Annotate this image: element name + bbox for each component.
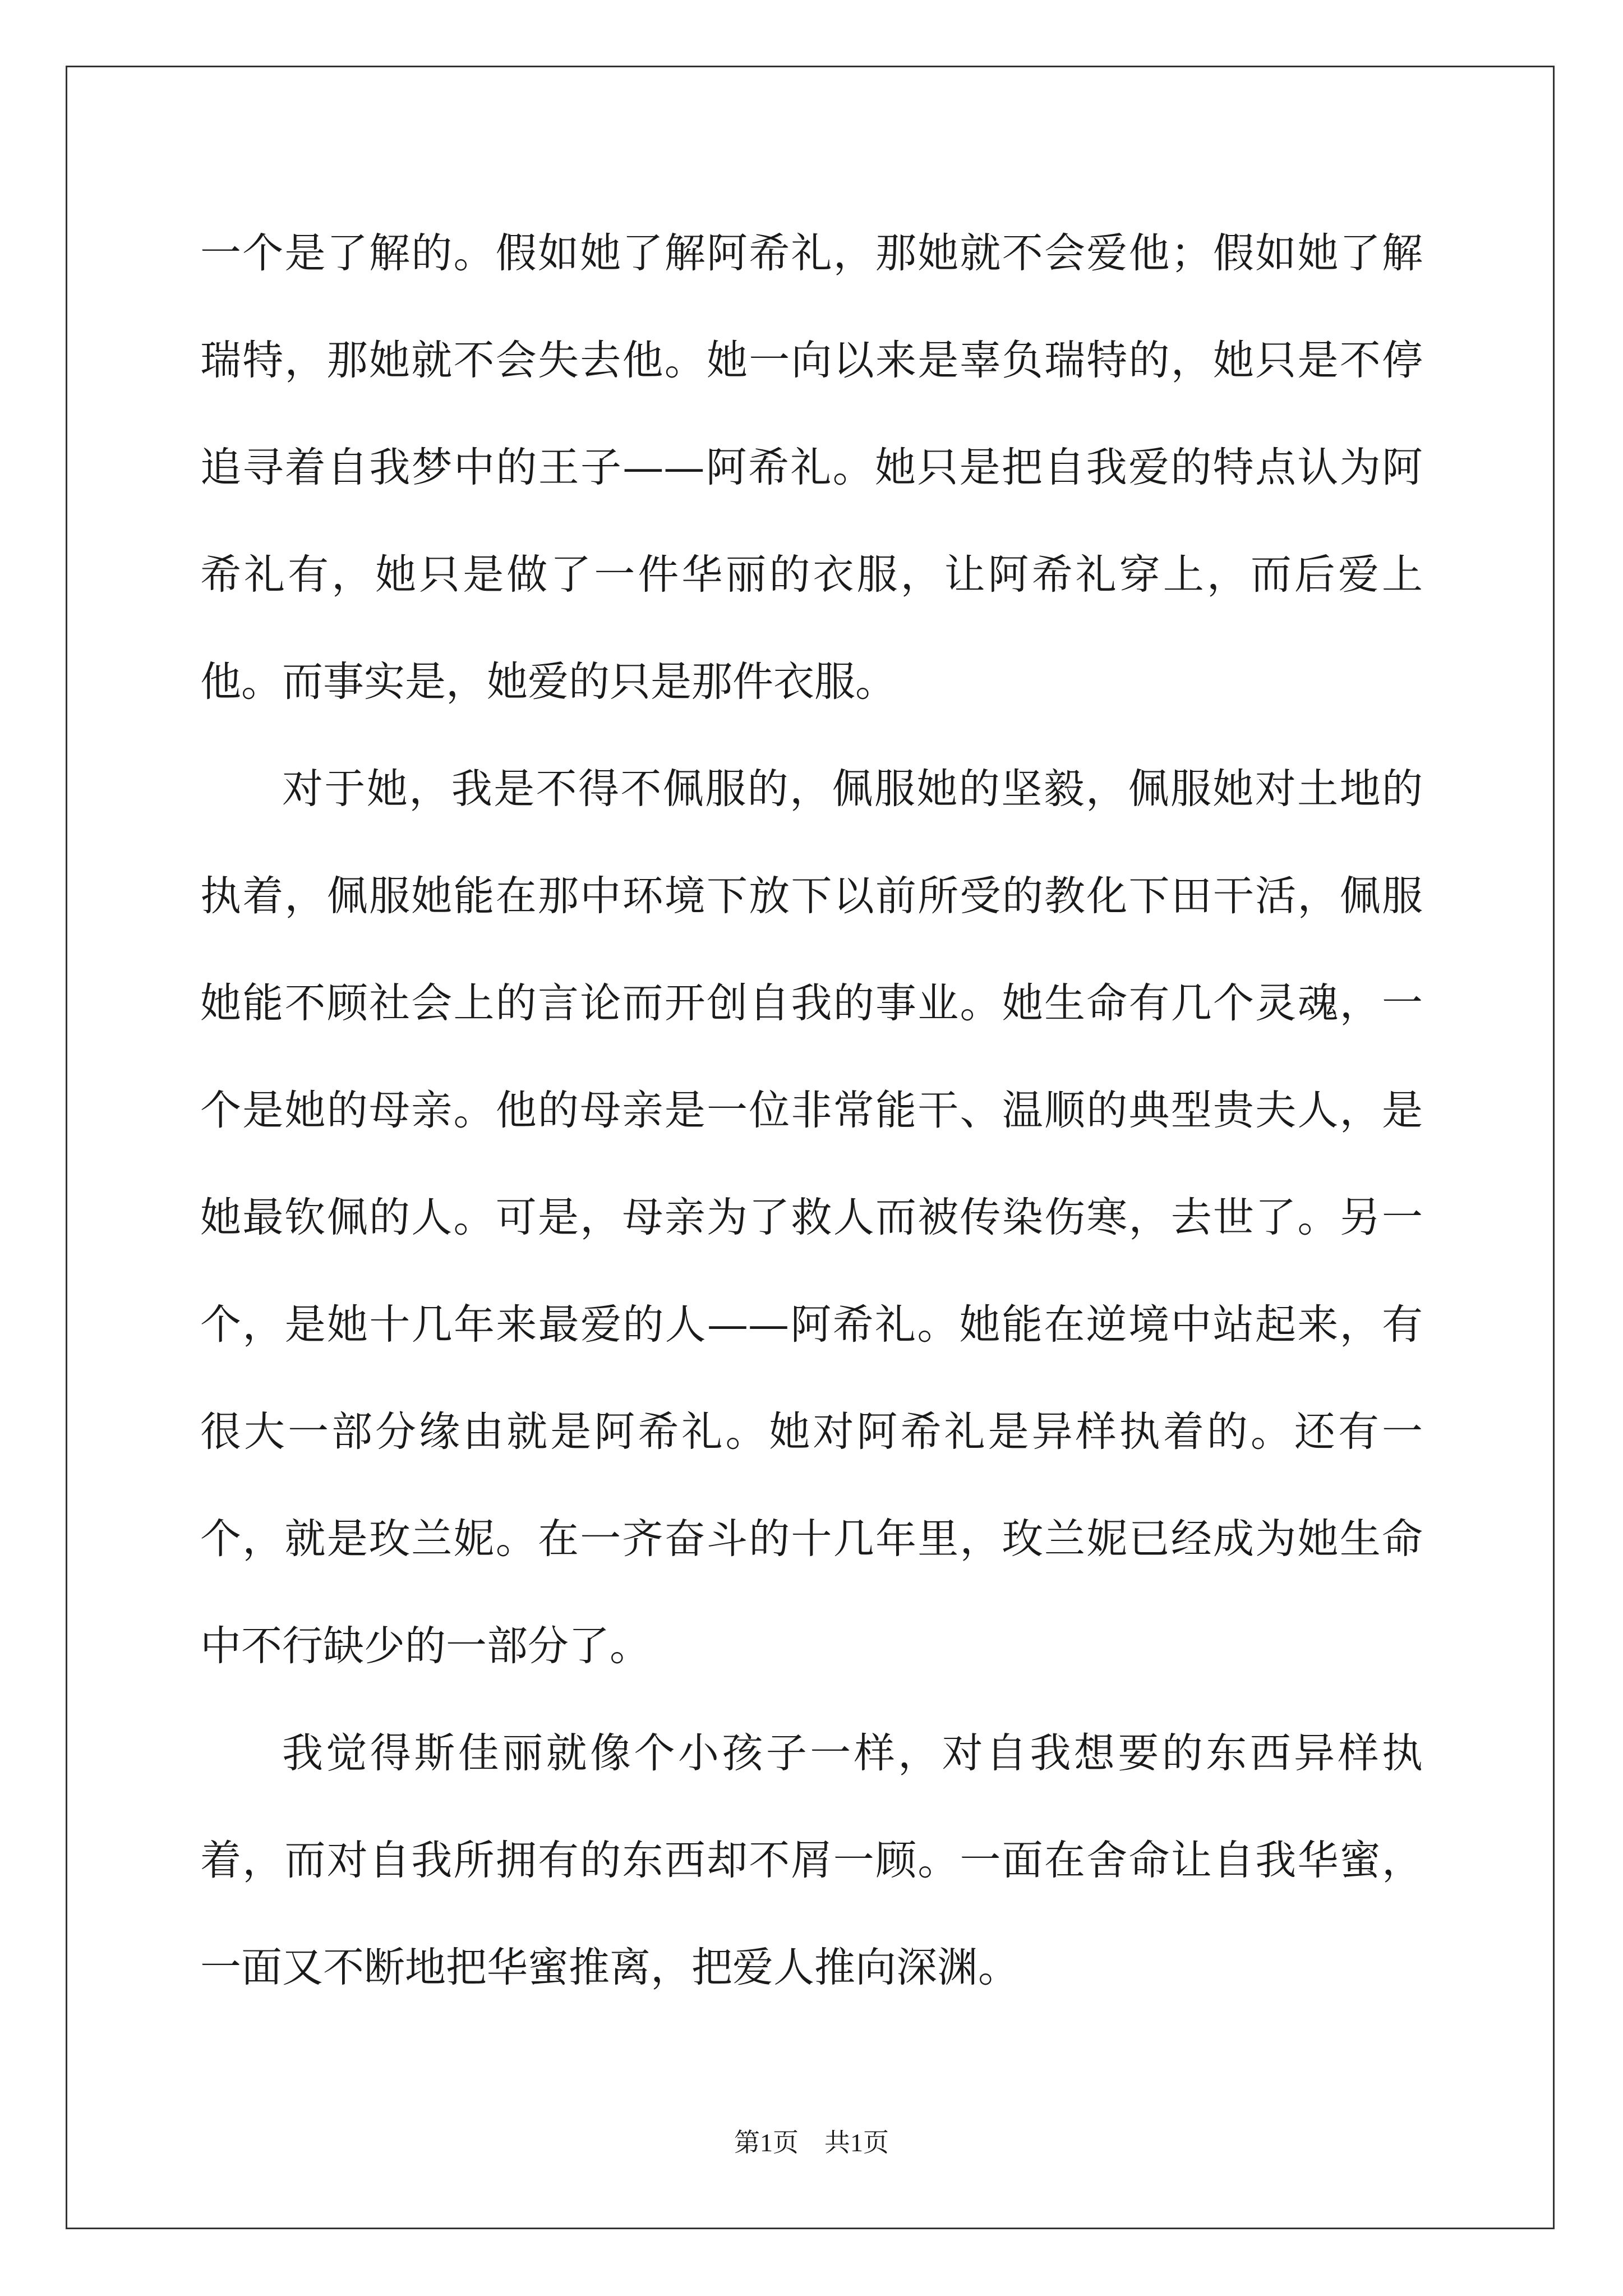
page-number-footer: 第1页 共1页 <box>734 2128 889 2157</box>
body-text <box>200 200 1423 2021</box>
paragraph-3: 我觉得斯佳丽就像个小孩子一样，对自我想要的东西异样执着，而对自我所拥有的东西却不屑一顾。一面在舍命让自我华蜜，一面又不断地把华蜜推离，把爱人推向深渊。 <box>200 1729 1423 1991</box>
paragraph-2: 对于她，我是不得不佩服的，佩服她的坚毅，佩服她对土地的执着，佩服她能在那中环境下放下以前所受的教化下田干活，佩服她能不顾社会上的言论而开创自我的事业。她生命有几个灵魂，一个是她的母亲。他的母亲是一位非常能干、温顺的典型贵夫人，是她最钦佩的人。可是，母亲为了救人而被传染伤寒，去世了。另一个，是她十几年来最爱的人——阿希礼。她能在逆境中站起来，有很大一部分缘由就是阿希礼。她对阿希礼是异样执着的。还有一个，就是玫兰妮。在一齐奋斗的十几年里，玫兰妮已经成为她生命中不行缺少的一部分了。 <box>200 765 1423 1670</box>
paragraph-1: 一个是了解的。假如她了解阿希礼，那她就不会爱他；假如她了解瑞特，那她就不会失去他。她一向以来是辜负瑞特的，她只是不停追寻着自我梦中的王子——阿希礼。她只是把自我爱的特点认为阿希礼有，她只是做了一件华丽的衣服，让阿希礼穿上，而后爱上他。而事实是，她爱的只是那件衣服。 <box>200 229 1423 706</box>
